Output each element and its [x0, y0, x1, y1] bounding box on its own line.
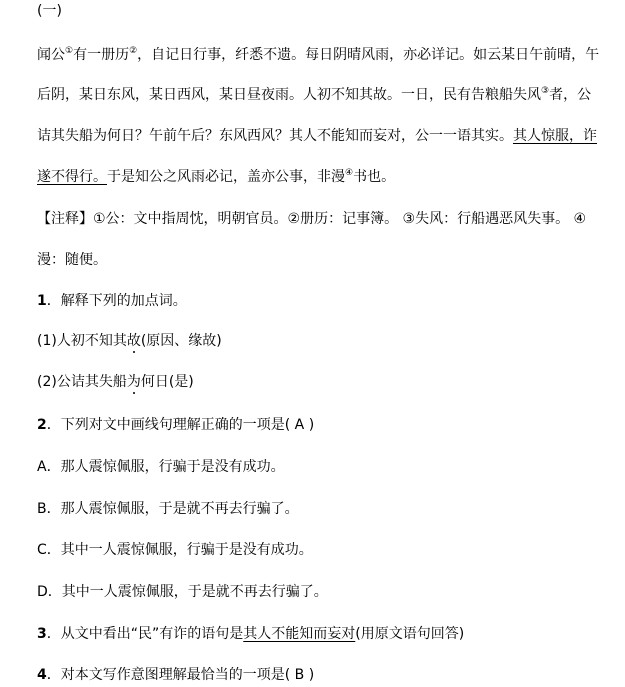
dotted-word: 故	[126, 333, 141, 349]
question-prompt: ．对本文写作意图理解最恰当的一项是( B )	[46, 667, 315, 683]
item-text: (2)公诘其失船	[37, 374, 127, 390]
item-answer: (原因、缘故)	[140, 333, 222, 349]
question-number: 3	[37, 626, 47, 642]
answer-text: 其人不能知而妄对	[243, 626, 356, 642]
option-a: A．那人震惊佩服，行骗于是没有成功。	[37, 459, 285, 475]
passage-line-2	[37, 86, 591, 104]
question-prompt: ．下列对文中画线句理解正确的一项是( A )	[46, 417, 315, 433]
notes-line-2: 漫：随便。	[37, 252, 107, 268]
passage-text: 于是知公之风雨必记，盖亦公事，非漫	[107, 169, 345, 185]
question-3	[37, 625, 464, 643]
footnote-marker: ③	[541, 86, 550, 96]
footnote-marker: ④	[345, 168, 354, 178]
item-text: (1)人初不知其	[37, 333, 127, 349]
option-b: B．那人震惊佩服，于是就不再去行骗了。	[37, 501, 299, 517]
question-1	[37, 292, 187, 310]
passage-text: ，自记日行事，纤悉不遗。每日阴晴风雨，亦必详记。如云某日午前晴，午	[137, 47, 600, 63]
passage-text: 后阴，某日东风，某日西风，某日昼夜雨。人初不知其故。一日，民有告粮船失风	[37, 87, 541, 103]
question-4	[37, 666, 314, 684]
dotted-word: 为	[126, 374, 141, 390]
question-number: 4	[37, 667, 47, 683]
underlined-sentence: 其人惊服，诈	[513, 128, 597, 144]
answer-hint: (用原文语句回答)	[355, 626, 465, 642]
footnote-marker: ②	[129, 46, 138, 56]
question-1-item-2	[37, 373, 194, 391]
item-answer: 何日(是)	[140, 374, 194, 390]
question-number: 1	[37, 293, 47, 309]
question-prompt: ．从文中看出“民”有诈的语句是	[46, 626, 244, 642]
footnote-marker: ①	[65, 46, 74, 56]
question-prompt: ．解释下列的加点词。	[46, 293, 187, 309]
passage-text: 者，公	[549, 87, 592, 103]
passage-text: 书也。	[353, 169, 396, 185]
section-heading: (一)	[37, 3, 62, 19]
question-number: 2	[37, 417, 47, 433]
notes-line-1: 【注释】①公：文中指周忱，明朝官员。②册历：记事簿。 ③失风：行船遇恶风失事。 ④	[37, 211, 587, 227]
passage-text: 诘其失船为何日？午前午后？东风西风？其人不能知而妄对，公一一语其实。	[37, 128, 513, 144]
passage-line-3	[37, 127, 597, 145]
question-1-item-1	[37, 332, 222, 350]
passage-text: 闻公	[37, 47, 65, 63]
passage-text: 有一册历	[73, 47, 130, 63]
option-c: C．其中一人震惊佩服，行骗于是没有成功。	[37, 542, 313, 558]
underlined-sentence: 遂不得行。	[37, 169, 107, 185]
passage-line-4	[37, 168, 395, 186]
option-d: D．其中一人震惊佩服，于是就不再去行骗了。	[37, 584, 328, 600]
passage-line-1	[37, 46, 599, 64]
question-2	[37, 416, 314, 434]
